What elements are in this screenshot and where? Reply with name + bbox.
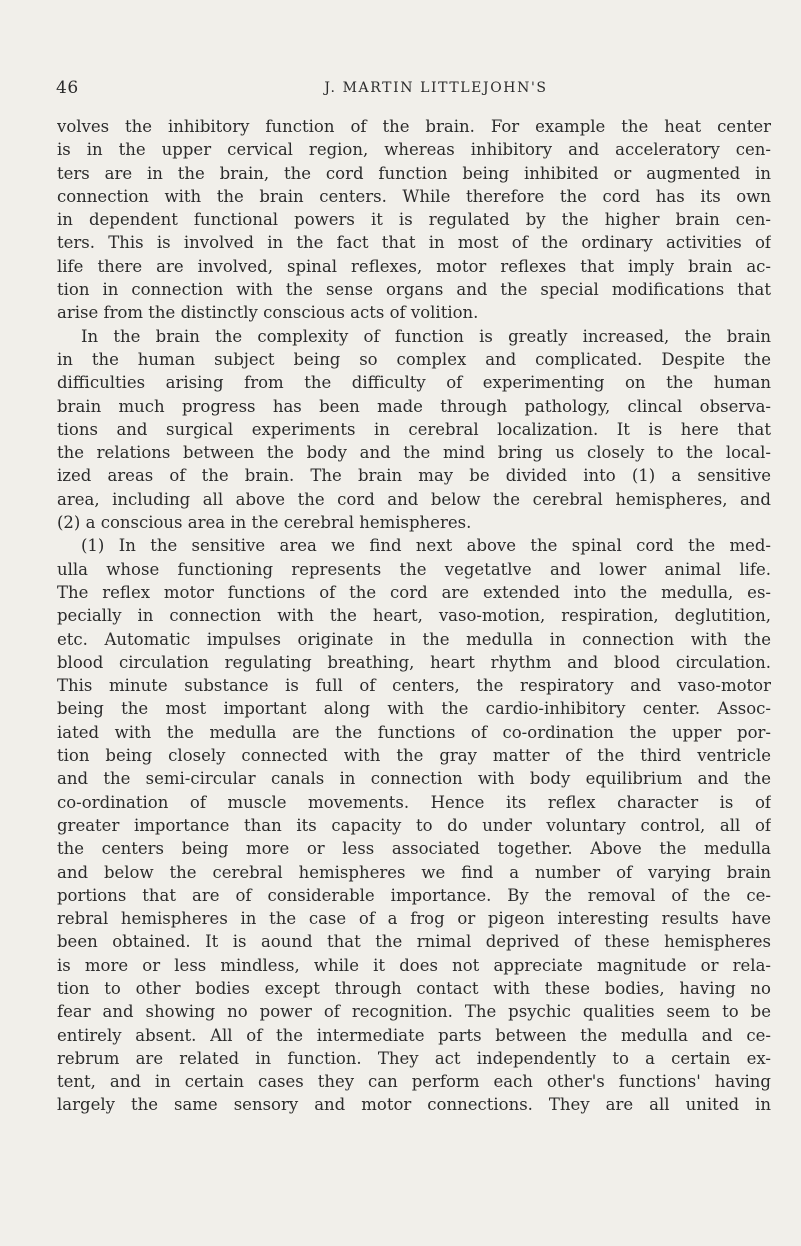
text-line: in dependent functional powers it is regulated by the higher brain cen- [57,210,771,230]
text-line: is more or less mindless, while it does not appreciate magnitude or rela- [57,955,771,975]
text-line: pecially in connection with the heart, vaso-motion, respiration, deglutition, [57,606,771,626]
page-header [56,78,776,102]
text-line: entirely absent. All of the intermediate parts between the medulla and ce- [57,1025,771,1045]
paragraph-start-line: In the brain the complexity of function is greatly increased, the brain [81,326,771,346]
text-line: largely the same sensory and motor connections. They are all united in [57,1095,771,1115]
text-line: the centers being more or less associated together. Above the medulla [57,839,771,859]
text-line: tent, and in certain cases they can perform each other's functions' having [57,1072,771,1092]
text-line: tion to other bodies except through contact with these bodies, having no [57,978,771,998]
text-line: volves the inhibitory function of the brain. For example the heat center [57,117,771,136]
text-line: The reflex motor functions of the cord are extended into the medulla, es- [57,582,771,602]
text-line: ized areas of the brain. The brain may be divided into (1) a sensitive [57,466,771,486]
text-line: etc. Automatic impulses originate in the medulla in connection with the [57,629,771,649]
text-line: arise from the distinctly conscious acts of volition. [57,303,479,323]
text-line: been obtained. It is aound that the rnimal deprived of these hemispheres [57,932,771,952]
text-line: brain much progress has been made through pathology, clincal observa- [57,396,771,416]
text-line: and the semi-circular canals in connection with body equilibrium and the [57,769,771,789]
page-number: 46 [56,78,79,98]
text-line: fear and showing no power of recognition. The psychic qualities seem to be [57,1002,771,1022]
text-line: area, including all above the cord and below the cerebral hemispheres, and [57,489,771,509]
text-line: being the most important along with the cardio-inhibitory center. Assoc- [57,699,771,719]
text-line: difficulties arising from the difficulty of experimenting on the human [57,373,771,393]
text-line: the relations between the body and the mind bring us closely to the local- [57,443,771,463]
text-line: co-ordination of muscle movements. Hence its reflex character is of [57,792,771,812]
text-line: tion in connection with the sense organs and the special modifications that [57,280,771,300]
text-line: connection with the brain centers. While therefore the cord has its own [57,186,771,206]
running-head: J. MARTIN LITTLEJOHN'S [324,80,548,96]
text-line: blood circulation regulating breathing, heart rhythm and blood circulation. [57,652,771,672]
paragraph-start-line: (1) In the sensitive area we find next above the spinal cord the med- [81,536,771,556]
text-line: ulla whose functioning represents the vegetatlve and lower animal life. [57,559,771,579]
text-line: rebral hemispheres in the case of a frog or pigeon interesting results have [57,909,771,929]
body-text [57,115,771,1117]
text-line: (2) a conscious area in the cerebral hemispheres. [57,513,472,533]
text-line: This minute substance is full of centers, the respiratory and vaso-motor [57,676,771,696]
text-line: portions that are of considerable importance. By the removal of the ce- [57,885,771,905]
text-line: is in the upper cervical region, whereas inhibitory and acceleratory cen- [57,140,771,160]
text-line: tions and surgical experiments in cerebral localization. It is here that [57,419,771,439]
text-line: life there are involved, spinal reflexes, motor reflexes that imply brain ac- [57,256,771,276]
text-line: ters. This is involved in the fact that in most of the ordinary activities of [57,233,771,253]
text-line: tion being closely connected with the gray matter of the third ventricle [57,746,771,766]
text-line: ters are in the brain, the cord function being inhibited or augmented in [57,163,771,183]
text-line: rebrum are related in function. They act independently to a certain ex- [57,1048,771,1068]
text-line: in the human subject being so complex and complicated. Despite the [57,349,771,369]
text-line: iated with the medulla are the functions of co-ordination the upper por- [57,722,771,742]
text-line: and below the cerebral hemispheres we find a number of varying brain [57,862,771,882]
text-line: greater importance than its capacity to do under voluntary control, all of [57,815,771,835]
